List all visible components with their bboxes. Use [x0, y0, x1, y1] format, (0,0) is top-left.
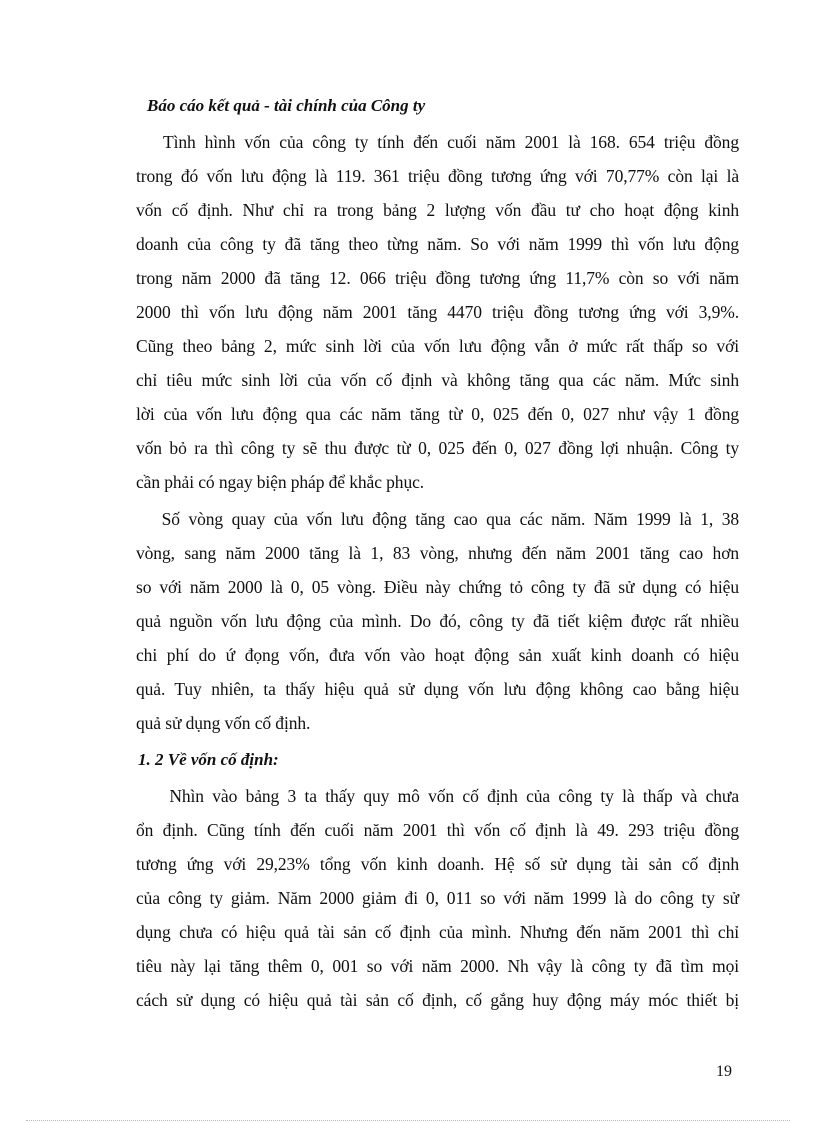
- paragraph-line: vốn bỏ ra thì công ty sẽ thu được từ 0, 025 đến 0, 027 đồng lợi nhuận. Công ty: [136, 438, 739, 458]
- paragraph-line: chỉ tiêu mức sinh lời của vốn cố định và không tăng qua các năm. Mức sinh: [136, 370, 739, 390]
- paragraph-line: Tình hình vốn của công ty tính đến cuối năm 2001 là 168. 654 triệu đồng: [136, 132, 739, 152]
- paragraph-line: Số vòng quay của vốn lưu động tăng cao qua các năm. Năm 1999 là 1, 38: [136, 509, 739, 529]
- footer-divider: [26, 1120, 790, 1121]
- paragraph-line: quả sử dụng vốn cố định.: [136, 713, 311, 733]
- paragraph-line: cách sử dụng có hiệu quả tài sản cố định, cố gắng huy động máy móc thiết bị: [136, 990, 739, 1010]
- paragraph-line: chi phí do ứ đọng vốn, đưa vốn vào hoạt động sản xuất kinh doanh có hiệu: [136, 645, 739, 665]
- page-number: 19: [716, 1063, 732, 1080]
- paragraph-line: lời của vốn lưu động qua các năm tăng từ 0, 025 đến 0, 027 như vậy 1 đồng: [136, 404, 739, 424]
- paragraph-line: doanh của công ty đã tăng theo từng năm. So với năm 1999 thì vốn lưu động: [136, 234, 739, 254]
- paragraph-line: quả. Tuy nhiên, ta thấy hiệu quả sử dụng vốn lưu động không cao bằng hiệu: [136, 679, 739, 699]
- paragraph-line: quả nguồn vốn lưu động của mình. Do đó, công ty đã tiết kiệm được rất nhiều: [136, 611, 739, 631]
- paragraph-line: ổn định. Cũng tính đến cuối năm 2001 thì vốn cố định là 49. 293 triệu đồng: [136, 820, 739, 840]
- paragraph-line: vốn cố định. Như chỉ ra trong bảng 2 lượng vốn đầu tư cho hoạt động kinh: [136, 200, 739, 220]
- paragraph-line: Nhìn vào bảng 3 ta thấy quy mô vốn cố định của công ty là thấp và chưa: [136, 786, 739, 806]
- paragraph-line: trong đó vốn lưu động là 119. 361 triệu đồng tương ứng với 70,77% còn lại là: [136, 166, 739, 186]
- paragraph-line: cần phải có ngay biện pháp để khắc phục.: [136, 472, 425, 492]
- paragraph-line: trong năm 2000 đã tăng 12. 066 triệu đồng tương ứng 11,7% còn so với năm: [136, 268, 739, 288]
- paragraph-line: tiêu này lại tăng thêm 0, 001 so với năm 2000. Nh vậy là công ty đã tìm mọi: [136, 956, 739, 976]
- paragraph-line: Cũng theo bảng 2, mức sinh lời của vốn lưu động vẫn ở mức rất thấp so với: [136, 336, 739, 356]
- paragraph-line: 2000 thì vốn lưu động năm 2001 tăng 4470 triệu đồng tương ứng với 3,9%.: [136, 302, 739, 322]
- section-heading-fixed-capital: 1. 2 Về vốn cố định:: [138, 750, 279, 769]
- paragraph-line: tương ứng với 29,23% tổng vốn kinh doanh. Hệ số sử dụng tài sản cố định: [136, 854, 739, 874]
- paragraph-line: so với năm 2000 là 0, 05 vòng. Điều này chứng tỏ công ty đã sử dụng có hiệu: [136, 577, 739, 597]
- paragraph-line: của công ty giảm. Năm 2000 giảm đi 0, 011 so với năm 1999 là do công ty sử: [136, 888, 739, 908]
- section-heading-financial-report: Báo cáo kết quả - tài chính của Công ty: [147, 96, 426, 115]
- paragraph-line: dụng chưa có hiệu quả tài sản cố định của mình. Nhưng đến năm 2001 thì chỉ: [136, 922, 739, 942]
- paragraph-line: vòng, sang năm 2000 tăng là 1, 83 vòng, nhưng đến năm 2001 tăng cao hơn: [136, 543, 739, 563]
